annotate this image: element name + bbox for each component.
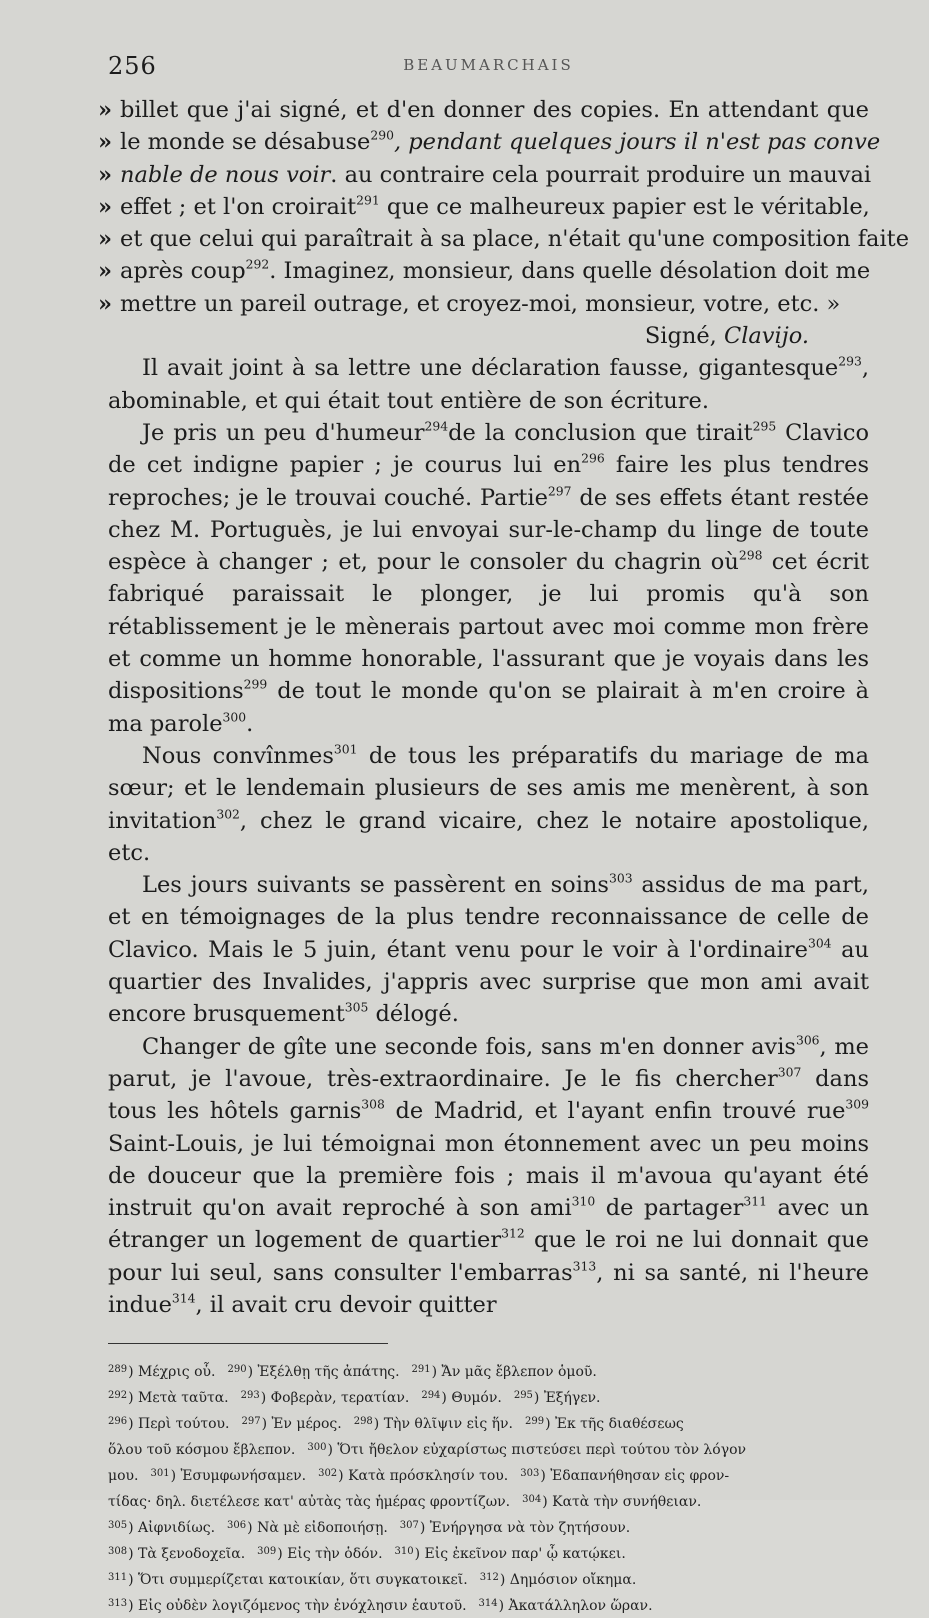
footnote-number: 295 [513, 1390, 533, 1402]
footnote-paren: ) [499, 1572, 510, 1589]
footnote-number: 314 [478, 1598, 498, 1610]
footnote-number: 312 [479, 1572, 499, 1584]
footnote-text: Ἐνήργησα νὰ τὸν ζητήσουν. [429, 1520, 631, 1537]
guillemet: » [98, 193, 113, 220]
footnote-paren: ) [128, 1364, 139, 1381]
footnote-text: Ἐδαπανήθησαν εἰς φρον- [550, 1468, 730, 1485]
note-ref: 306 [795, 1033, 820, 1048]
footnote-line [108, 1592, 869, 1618]
quote-text-rest: . au contraire cela pourrait produire un mauvai [330, 161, 872, 188]
footnote-text: Ἐξήγεν. [543, 1390, 601, 1407]
footnote-paren: ) [260, 1390, 271, 1407]
footnote-text: Περὶ τούτου. [138, 1416, 230, 1433]
footnote-text: μου. [108, 1468, 139, 1485]
quote-line [98, 94, 869, 126]
note-ref: 298 [738, 548, 763, 563]
footnote-number: 298 [353, 1416, 373, 1428]
footnote-text: τίδας· δηλ. διετέλεσε κατ' αὐτὰς τὰς ἡμέρας φροντίζων. [108, 1494, 511, 1511]
footnote-paren: ) [128, 1598, 139, 1615]
guillemet: » [98, 161, 113, 188]
footnote-paren: ) [170, 1468, 181, 1485]
footnote-line [108, 1462, 869, 1488]
note-ref: 310 [571, 1194, 596, 1209]
paragraph-text: de la conclusion que tirait [448, 419, 753, 446]
quote-text-rest: . Imaginez, monsieur, dans quelle désolation doit me [269, 258, 871, 285]
footnote-text: Αἰφνιδίως. [138, 1520, 216, 1537]
footnote-paren: ) [277, 1546, 288, 1563]
footnote-line [108, 1488, 869, 1514]
note-ref: 302 [216, 807, 240, 822]
signature-name: Clavijo. [723, 323, 809, 350]
quoted-letter [98, 94, 910, 320]
paragraphs [108, 352, 869, 1321]
note-ref: 297 [547, 484, 572, 499]
footnote-paren: ) [128, 1390, 139, 1407]
footnote-text: Ἐξέλθῃ τῆς ἀπάτης. [257, 1364, 400, 1381]
note-ref: 313 [572, 1259, 597, 1274]
running-head [108, 48, 869, 88]
footnote-number: 289 [108, 1364, 128, 1376]
paragraph [108, 740, 869, 869]
paragraph-text: que le roi ne lui donnait que pour lui seul, sans consulter l'embarras [108, 1227, 870, 1286]
paragraph-text: de partager [595, 1195, 744, 1222]
footnote-paren: ) [441, 1390, 452, 1407]
footnote-number: 309 [257, 1546, 277, 1558]
footnote-paren: ) [498, 1598, 509, 1615]
footnote-number: 297 [241, 1416, 261, 1428]
footnote-number: 308 [108, 1546, 128, 1558]
quote-line [98, 223, 910, 255]
running-title: BEAUMARCHAIS [403, 56, 574, 74]
footnote-text: Ἐν μέρος. [271, 1416, 342, 1433]
footnote-paren: ) [327, 1442, 338, 1459]
paragraph-text: de tous les préparatifs du mariage de ma sœur; et le lendemain plusieurs de ses amis me menèrent, à son invitation [108, 742, 869, 834]
note-ref: 311 [743, 1194, 768, 1209]
quote-text-rest: que ce malheureux papier est le véritable, [379, 193, 870, 220]
paragraph-text: , il avait cru devoir quitter [195, 1291, 497, 1318]
quote-line [98, 255, 871, 287]
footnote-number: 303 [520, 1468, 540, 1480]
quote-text: après coup [120, 258, 246, 285]
footnote-text: Κατὰ τὴν συνήθειαν. [552, 1494, 702, 1511]
footnote-line [108, 1540, 869, 1566]
footnote-number: 301 [150, 1468, 170, 1480]
footnote-paren: ) [431, 1364, 442, 1381]
footnote-paren: ) [419, 1520, 430, 1537]
quote-text-rest: , pendant quelques jours il n'est pas conve [393, 129, 881, 156]
footnote-text: Τὰ ξενοδοχεῖα. [138, 1546, 246, 1563]
note-ref: 312 [501, 1227, 525, 1242]
footnote-rule [108, 1343, 388, 1344]
footnote-number: 305 [108, 1520, 128, 1532]
note-ref: 301 [333, 742, 358, 757]
paragraph-text: de ses effets étant restée chez M. Portuguès, je lui envoyai sur-le-champ du linge de toute espèce à changer ; et, pour le consoler du chagrin où [108, 484, 869, 576]
footnote-number: 304 [522, 1494, 542, 1506]
footnote-paren: ) [545, 1416, 556, 1433]
paragraph-text: au quartier des Invalides, j'appris avec surprise que mon ami avait encore brusquement [108, 936, 869, 1028]
footnote-text: ὅλου τοῦ κόσμου ἔβλεπον. [108, 1442, 296, 1459]
paragraph-text: . [246, 710, 254, 737]
footnotes [108, 1358, 869, 1618]
note-ref: 290 [370, 129, 394, 144]
paragraph-text: de Madrid, et l'ayant enfin trouvé rue [384, 1098, 846, 1125]
footnote-paren: ) [373, 1416, 384, 1433]
note-ref: 295 [752, 419, 777, 434]
footnote-paren: ) [261, 1416, 272, 1433]
note-ref: 307 [777, 1065, 802, 1080]
footnote-line [108, 1384, 869, 1410]
footnote-number: 311 [108, 1572, 128, 1584]
paragraph-text: Clavico de cet indigne papier ; je courus lui en [108, 419, 869, 479]
quote-text: effet ; et l'on croirait [120, 193, 357, 220]
quote-line [98, 126, 881, 158]
footnote-paren: ) [540, 1468, 551, 1485]
footnote-text: Ὅτι ἤθελον εὐχαρίστως πιστεύσει περὶ τούτου τὸν λόγον [337, 1442, 747, 1459]
guillemet: » [98, 97, 113, 123]
signature-text: Signé, [644, 323, 724, 350]
footnote-line [108, 1436, 869, 1462]
paragraph-text: Nous convînmes [142, 742, 334, 769]
footnote-text: Μέχρις οὗ. [138, 1364, 216, 1381]
note-ref: 304 [807, 936, 832, 951]
footnote-text: Ἀκατάλληλον ὥραν. [508, 1598, 653, 1615]
footnote-number: 290 [227, 1364, 247, 1376]
footnote-number: 306 [227, 1520, 247, 1532]
footnote-line [108, 1514, 869, 1540]
footnote-text: Εἰς ἐκεῖνον παρ' ᾧ κατῴκει. [424, 1546, 626, 1563]
footnote-text: Νὰ μὲ εἰδοποιήσῃ. [257, 1520, 388, 1537]
note-ref: 296 [581, 451, 605, 466]
paragraph-text: , chez le grand vicaire, chez le notaire apostolique, etc. [108, 807, 869, 866]
footnote-text: Κατὰ πρόσκλησίν του. [348, 1468, 509, 1485]
footnote-number: 292 [108, 1390, 128, 1402]
paragraph-text: de tout le monde qu'on se plairait à m'en croire à ma parole [108, 678, 869, 737]
footnote-number: 313 [108, 1598, 128, 1610]
footnote-text: Δημόσιον οἴκημα. [509, 1572, 637, 1589]
footnote-text: Εἰς τὴν ὁδόν. [287, 1546, 383, 1563]
note-ref: 293 [838, 355, 862, 370]
note-ref: 299 [243, 678, 268, 693]
paragraph-text: assidus de ma part, et en témoignages de la plus tendre reconnaissance de celle de Clavico. Mais le 5 juin, étant venu pour le voir à l'ordinaire [108, 872, 869, 963]
paragraph-text: Je pris un peu d'humeur [142, 419, 425, 446]
footnote-line [108, 1410, 869, 1436]
footnote-text: Εἰς οὐδὲν λογιζόμενος τὴν ἐνόχλησιν ἑαυτοῦ. [138, 1598, 467, 1615]
guillemet: » [98, 290, 113, 317]
footnote-paren: ) [128, 1416, 139, 1433]
footnote-text: Ἐκ τῆς διαθέσεως [555, 1416, 684, 1433]
footnote-text: Μετὰ ταῦτα. [138, 1390, 229, 1407]
footnote-paren: ) [128, 1546, 139, 1563]
quote-text: et que celui qui paraîtrait à sa place, n'était qu'une composition faite [120, 226, 910, 253]
quote-line [98, 159, 872, 191]
paragraph-text: , abominable, et qui était tout entière de son écriture. [108, 355, 869, 414]
paragraph [108, 869, 869, 1030]
paragraph-text: Il avait joint à sa lettre une déclaration fausse, gigantesque [142, 355, 839, 382]
footnote-paren: ) [247, 1520, 258, 1537]
footnote-text: Τὴν θλῖψιν εἰς ἥν. [383, 1416, 514, 1433]
footnote-paren: ) [533, 1390, 544, 1407]
footnote-paren: ) [338, 1468, 349, 1485]
quote-line [98, 191, 870, 223]
note-ref: 303 [608, 871, 633, 886]
footnote-paren: ) [128, 1520, 139, 1537]
paragraph-text: faire les plus tendres reproches; je le trouvai couché. Partie [108, 452, 869, 511]
quote-text: billet que j'ai signé, et d'en donner des copies. En attendant que [120, 97, 869, 123]
footnote-paren: ) [414, 1546, 425, 1563]
paragraph-text: cet écrit fabriqué paraissait le plonger, je lui promis qu'à son rétablissement je le mènerais partout avec moi comme mon frère et comme un homme honorable, l'assurant que je voyais dans les dispositions [108, 549, 869, 705]
footnote-number: 293 [240, 1390, 260, 1402]
footnote-paren: ) [128, 1572, 139, 1589]
page-number: 256 [108, 52, 157, 80]
footnote-number: 307 [399, 1520, 419, 1532]
footnote-line [108, 1358, 869, 1384]
footnote-text: Ἄν μᾶς ἔβλεπον ὁμοῦ. [441, 1364, 597, 1381]
paragraph-text: Les jours suivants se passèrent en soins [142, 872, 609, 899]
quote-text: le monde se désabuse [120, 129, 371, 156]
footnote-paren: ) [542, 1494, 553, 1511]
footnote-number: 299 [525, 1416, 545, 1428]
footnote-text: Ἐσυμφωνήσαμεν. [180, 1468, 307, 1485]
footnote-number: 294 [421, 1390, 441, 1402]
paragraph-text: dans tous les hôtels garnis [108, 1065, 869, 1125]
footnote-line [108, 1566, 869, 1592]
quote-text: mettre un pareil outrage, et croyez-moi, monsieur, votre, etc. » [120, 290, 841, 317]
paragraph [108, 352, 869, 417]
paragraph [108, 1031, 869, 1322]
footnote-number: 300 [307, 1442, 327, 1454]
footnote-text: Φοβερὰν, τερατίαν. [270, 1390, 410, 1407]
quote-line [98, 288, 869, 320]
note-ref: 294 [424, 419, 449, 434]
note-ref: 309 [845, 1097, 869, 1112]
paragraph [108, 417, 869, 740]
note-ref: 305 [344, 1001, 369, 1016]
paragraph-text: Saint-Louis, je lui témoignai mon étonnement avec un peu moins de douceur que la première fois ; mais il m'avoua qu'ayant été instruit qu'on avait reproché à son ami [108, 1130, 869, 1222]
footnote-text: Ὅτι συμμερίζεται κατοικίαν, ὅτι συγκατοικεῖ. [138, 1572, 468, 1589]
footnote-text: Θυμόν. [451, 1390, 502, 1407]
quote-text: nable de nous voir [120, 161, 331, 188]
footnote-number: 310 [394, 1546, 414, 1558]
guillemet: » [98, 258, 113, 285]
guillemet: » [98, 129, 113, 156]
paragraph-text: avec un étranger un logement de quartier [108, 1195, 869, 1254]
paragraph-text: délogé. [368, 1001, 459, 1028]
note-ref: 291 [356, 193, 380, 208]
paragraph-text: , me parut, je l'avoue, très-extraordinaire. Je le fis chercher [108, 1033, 869, 1092]
footnote-number: 302 [318, 1468, 338, 1480]
footnote-paren: ) [247, 1364, 258, 1381]
body-text [98, 94, 910, 1321]
paragraph-text: , ni sa santé, ni l'heure indue [108, 1259, 869, 1318]
signature-line [108, 320, 869, 352]
note-ref: 292 [245, 258, 270, 273]
note-ref: 308 [361, 1097, 385, 1112]
footnote-number: 291 [411, 1364, 431, 1376]
paragraph-text: Changer de gîte une seconde fois, sans m'en donner avis [142, 1033, 796, 1060]
guillemet: » [98, 226, 113, 253]
note-ref: 314 [171, 1291, 196, 1306]
note-ref: 300 [222, 710, 247, 725]
footnote-number: 296 [108, 1416, 128, 1428]
